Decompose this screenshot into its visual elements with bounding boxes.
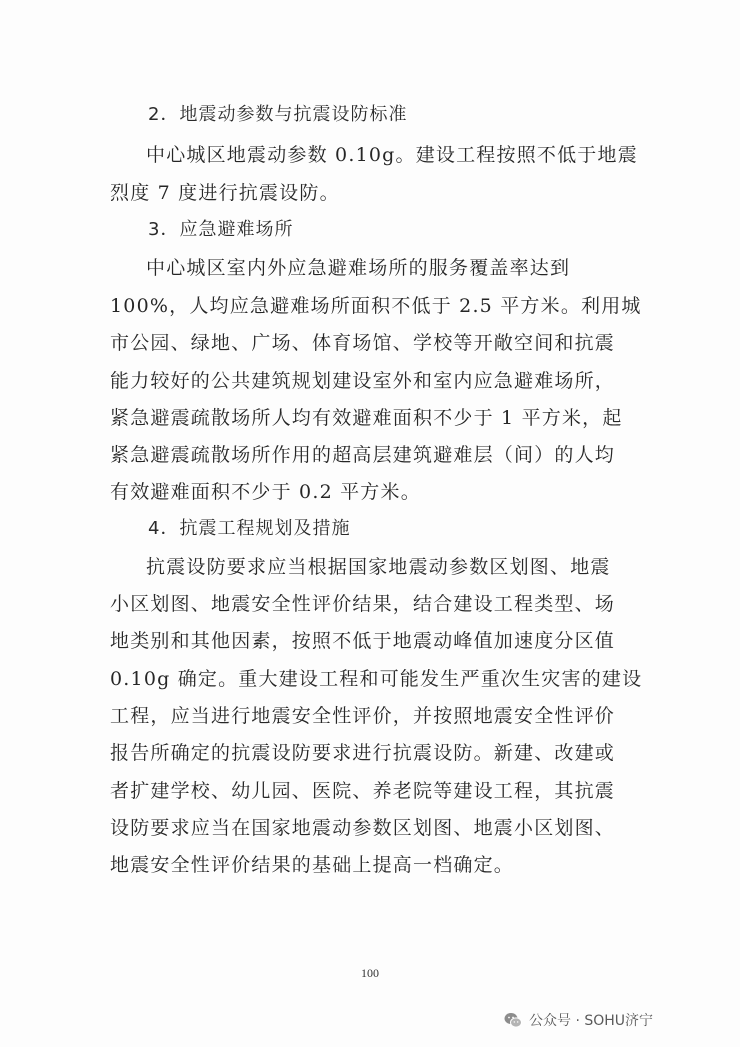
paragraph-line: 有效避难面积不少于 0.2 平方米。 [110, 481, 421, 503]
paragraph-line: 0.10g 确定。重大建设工程和可能发生严重次生灾害的建设 [110, 668, 643, 690]
paragraph-line: 紧急避震疏散场所作用的超高层建筑避难层（间）的人均 [110, 444, 616, 466]
page-number: 100 [361, 966, 379, 980]
paragraph-line: 地类别和其他因素，按照不低于地震动峰值加速度分区值 [110, 630, 616, 652]
wechat-icon [503, 1010, 523, 1030]
paragraph-line: 100%，人均应急避难场所面积不低于 2.5 平方米。利用城 [110, 295, 642, 317]
section-heading-seismic-parameters: 2．地震动参数与抗震设防标准 [148, 104, 408, 125]
paragraph-line: 紧急避震疏散场所人均有效避难面积不少于 1 平方米，起 [110, 407, 623, 429]
paragraph-line: 报告所确定的抗震设防要求进行抗震设防。新建、改建或 [110, 742, 616, 764]
paragraph-line: 工程，应当进行地震安全性评价，并按照地震安全性评价 [110, 705, 616, 727]
section-heading-emergency-shelter: 3．应急避难场所 [148, 219, 294, 240]
watermark-text: 公众号 · SOHU济宁 [529, 1013, 654, 1029]
paragraph-line: 地震安全性评价结果的基础上提高一档确定。 [110, 854, 515, 876]
paragraph-line: 抗震设防要求应当根据国家地震动参数区划图、地震 [146, 556, 611, 578]
paragraph-line: 市公园、绿地、广场、体育场馆、学校等开敞空间和抗震 [110, 332, 616, 354]
paragraph-line: 设防要求应当在国家地震动参数区划图、地震小区划图、 [110, 817, 616, 839]
paragraph-line: 者扩建学校、幼儿园、医院、养老院等建设工程，其抗震 [110, 780, 616, 802]
watermark [503, 1008, 653, 1032]
paragraph-line: 中心城区室内外应急避难场所的服务覆盖率达到 [146, 257, 571, 279]
section-heading-seismic-engineering: 4．抗震工程规划及措施 [148, 518, 351, 539]
paragraph-line: 烈度 7 度进行抗震设防。 [110, 182, 340, 204]
paragraph-line: 能力较好的公共建筑规划建设室外和室内应急避难场所， [110, 370, 616, 392]
paragraph-line: 小区划图、地震安全性评价结果，结合建设工程类型、场 [110, 593, 616, 615]
paragraph-line: 中心城区地震动参数 0.10g。建设工程按照不低于地震 [146, 144, 638, 166]
